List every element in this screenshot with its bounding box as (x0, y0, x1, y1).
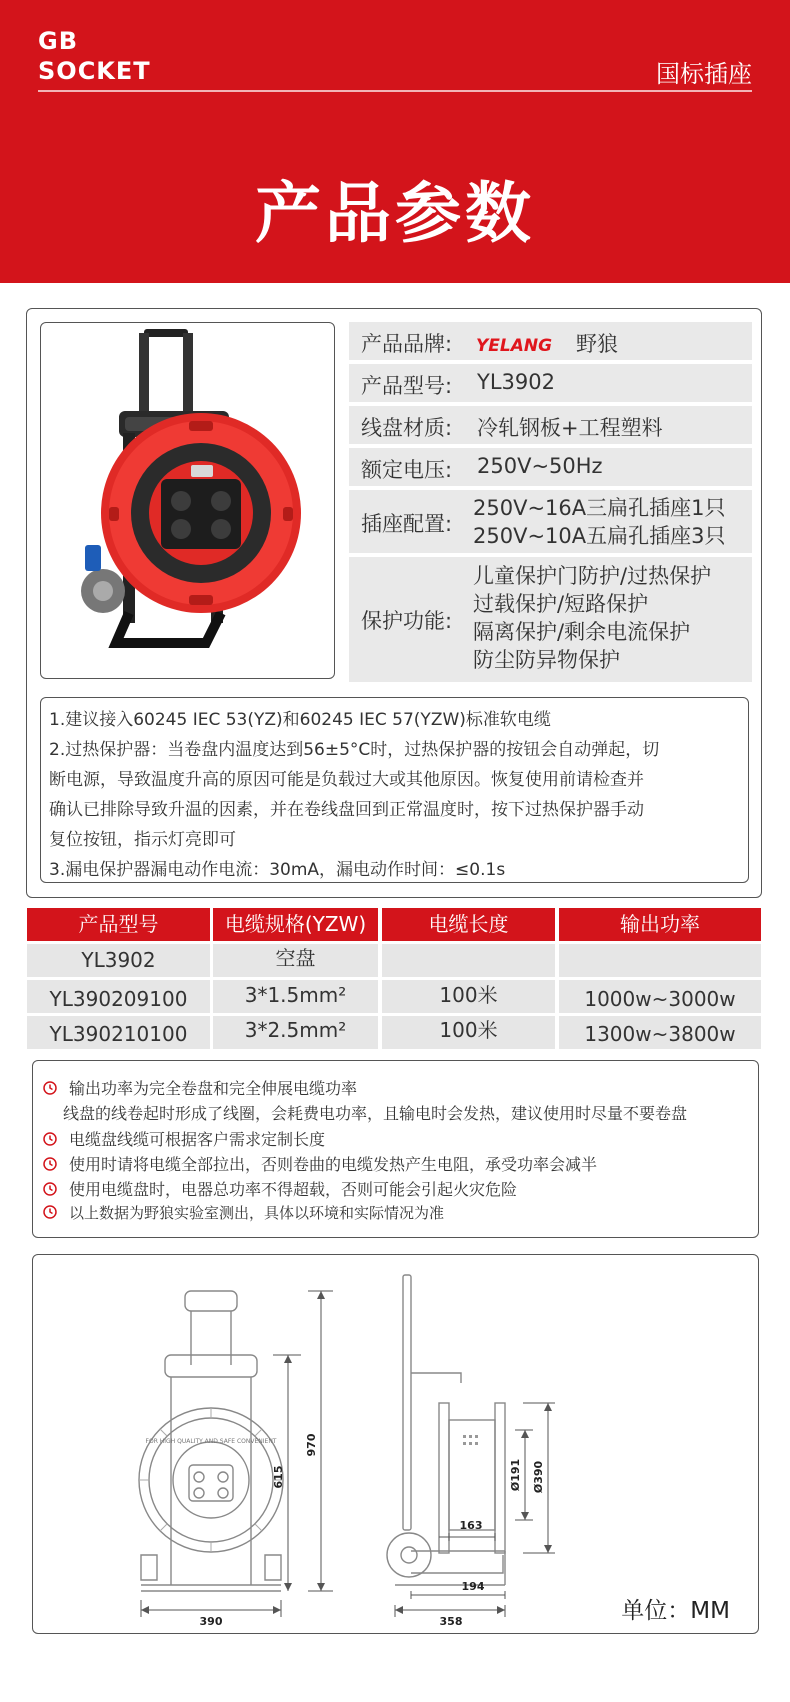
table-cell: 1300w~3800w (559, 1016, 761, 1049)
dim-side-base: 194 (461, 1580, 485, 1593)
table-header-cell: 输出功率 (559, 908, 761, 941)
spec-row-model (349, 364, 752, 402)
table-row (27, 944, 761, 977)
spec-label: 产品型号: (361, 374, 453, 398)
tip-item (43, 1152, 597, 1175)
spec-value-line: 250V~16A三扁孔插座1只 (473, 496, 726, 520)
spec-label: 额定电压: (361, 458, 453, 482)
spec-value-line: 儿童保护门防护/过热保护 (473, 564, 712, 588)
spec-row-voltage (349, 448, 752, 486)
dimension-drawing (32, 1254, 759, 1634)
tip-text: 使用电缆盘时，电器总功率不得超载，否则可能会引起火灾危险 (69, 1180, 518, 1199)
table-cell: YL3902 (27, 944, 210, 977)
spec-value-line: 过载保护/短路保护 (473, 592, 649, 616)
spec-value-line: 隔离保护/剩余电流保护 (473, 620, 691, 644)
spec-value-text: 野狼 (576, 332, 618, 356)
dim-hub-depth: 163 (459, 1519, 483, 1532)
tip-text: 使用时请将电缆全部拉出，否则卷曲的电缆发热产生电阻，承受功率会减半 (69, 1155, 598, 1174)
brand-en (38, 26, 151, 86)
spec-label: 插座配置: (361, 512, 453, 536)
table-header-cell: 电缆规格(YZW) (213, 908, 378, 941)
table-row (27, 1016, 761, 1049)
dim-reel-height: 615 (272, 1465, 285, 1489)
page-title: 产品参数 (255, 175, 535, 252)
table-cell: YL390209100 (27, 980, 210, 1013)
tip-text-continued: 线盘的线卷起时形成了线圈，会耗费电功率，且输电时会发热，建议使用时尽量不要卷盘 (63, 1104, 688, 1123)
spec-value-lines (473, 494, 726, 550)
tip-text: 输出功率为完全卷盘和完全伸展电缆功率 (69, 1079, 358, 1098)
table-cell (559, 944, 761, 977)
spec-label: 线盘材质: (361, 416, 453, 440)
tip-item (43, 1127, 325, 1150)
spec-value (474, 328, 618, 358)
tip-item (43, 1202, 444, 1223)
brand-cn: 国标插座 (656, 60, 752, 88)
spec-row-sockets (349, 490, 752, 553)
brand-en-line1: GB (38, 27, 78, 55)
usage-notes (40, 697, 749, 883)
table-cell: YL390210100 (27, 1016, 210, 1049)
table-cell: 空盘 (213, 944, 378, 977)
dim-total-height: 970 (305, 1433, 318, 1457)
note-line: 确认已排除导致升温的因素，并在卷线盘回到正常温度时，按下过热保护器手动 (49, 800, 644, 820)
spec-row-material (349, 406, 752, 444)
dim-side-width: 358 (439, 1615, 463, 1628)
table-header (27, 908, 761, 941)
spec-value-line: 防尘防异物保护 (473, 648, 620, 672)
spec-value: 冷轧钢板+工程塑料 (477, 416, 663, 440)
tip-item (43, 1177, 517, 1200)
table-cell: 3*1.5mm² (213, 980, 378, 1013)
unit-label: 单位：MM (621, 1598, 730, 1624)
table-cell: 1000w~3000w (559, 980, 761, 1013)
cable-reel-illustration (41, 323, 335, 679)
spec-label: 保护功能: (361, 609, 453, 633)
dim-outer-diameter: Ø390 (532, 1460, 545, 1494)
header-divider (38, 90, 752, 92)
spec-value: 250V~50Hz (477, 454, 603, 478)
tip-text: 电缆盘线缆可根据客户需求定制长度 (69, 1130, 326, 1149)
spec-value: YL3902 (477, 370, 555, 394)
yelang-logo (474, 334, 566, 356)
note-line: 3.漏电保护器漏电动作电流：30mA，漏电动作时间：≤0.1s (49, 860, 506, 880)
dimension-diagram (33, 1255, 759, 1634)
spec-row-protection (349, 557, 752, 682)
tip-item (43, 1076, 357, 1099)
table-cell: 100米 (382, 980, 555, 1013)
note-line: 复位按钮，指示灯亮即可 (49, 830, 236, 850)
tips-box (32, 1060, 759, 1238)
table-cell: 100米 (382, 1016, 555, 1049)
table-row (27, 980, 761, 1013)
table-header-cell: 产品型号 (27, 908, 210, 941)
table-cell (382, 944, 555, 977)
brand-en-line2: SOCKET (38, 57, 151, 85)
product-photo (40, 322, 335, 679)
clock-icon (43, 1081, 57, 1095)
table-cell: 3*2.5mm² (213, 1016, 378, 1049)
table-header-cell: 电缆长度 (382, 908, 555, 941)
yelang-logo-text: YELANG (476, 336, 553, 356)
spec-value-lines (473, 562, 711, 674)
dim-front-width: 390 (199, 1615, 223, 1628)
dim-inner-diameter: Ø191 (509, 1458, 522, 1492)
header-banner (0, 0, 790, 283)
note-line: 2.过热保护器：当卷盘内温度达到56±5°C时，过热保护器的按钮会自动弹起，切 (49, 740, 660, 760)
note-line: 1.建议接入60245 IEC 53(YZ)和60245 IEC 57(YZW)标准软电缆 (49, 710, 551, 730)
reel-text: FOR HIGH QUALITY AND SAFE CONVENIENT (145, 1438, 277, 1445)
spec-value-line: 250V~10A五扁孔插座3只 (473, 524, 726, 548)
spec-row-brand (349, 322, 752, 360)
clock-icon (43, 1182, 57, 1196)
spec-label: 产品品牌: (361, 332, 453, 356)
clock-icon (43, 1205, 57, 1219)
tip-text: 以上数据为野狼实验室测出，具体以环境和实际情况为准 (69, 1204, 445, 1222)
clock-icon (43, 1132, 57, 1146)
note-line: 断电源，导致温度升高的原因可能是负载过大或其他原因。恢复使用前请检查并 (49, 770, 644, 790)
clock-icon (43, 1157, 57, 1171)
